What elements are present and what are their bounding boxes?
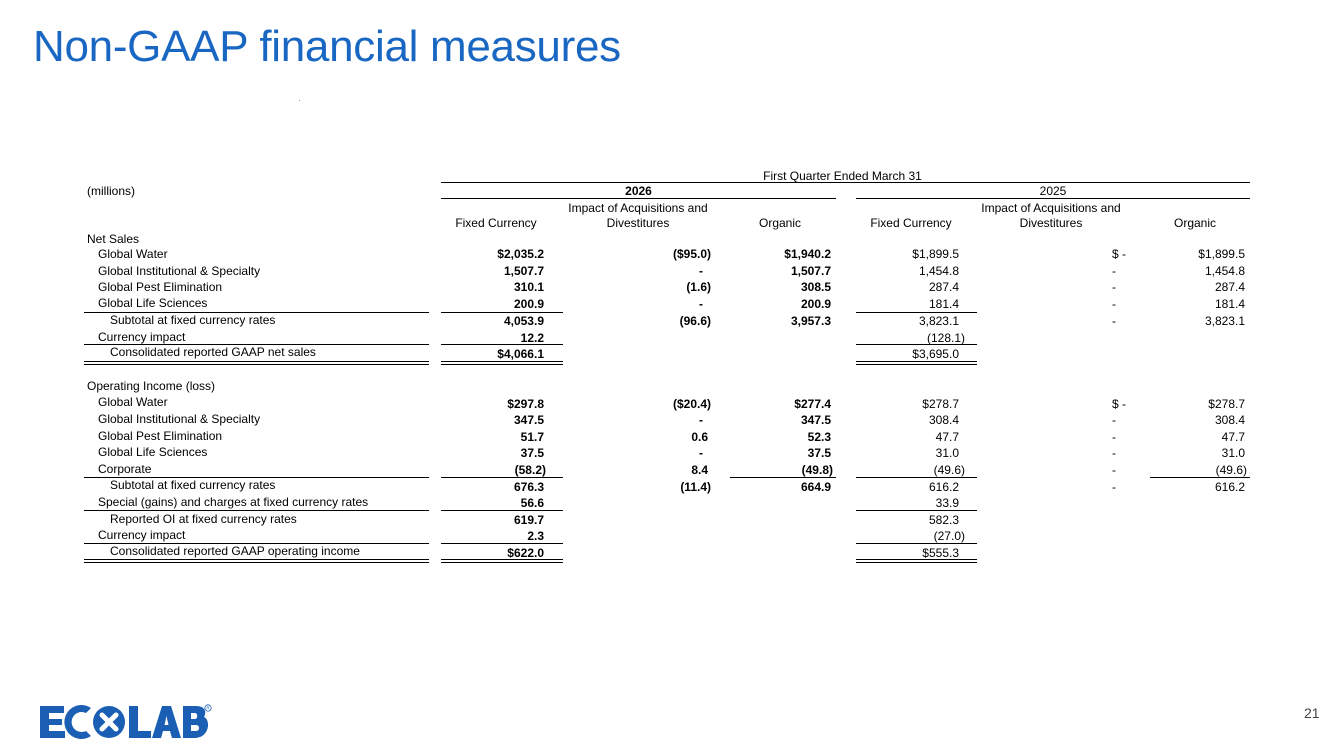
oi-cell: (58.2) (514, 463, 546, 477)
oi-cell: - (699, 413, 703, 427)
page-title: Non-GAAP financial measures (33, 22, 621, 71)
ecolab-logo (40, 704, 212, 745)
ns-cell: $1,940.2 (784, 247, 831, 261)
ecolab-logo-mark (40, 704, 212, 740)
ns-cell: $1,899.5 (912, 247, 959, 261)
col-fixed-2026: Fixed Currency (455, 216, 537, 230)
oi-row-label: Global Life Sciences (98, 445, 208, 459)
oi-cell: 347.5 (513, 413, 544, 427)
ns-cell: $1,899.5 (1198, 247, 1245, 261)
ns-cell: 3,823.1 (918, 314, 959, 328)
col-impact-2026-line1: Impact of Acquisitions and (568, 201, 708, 215)
row-rule (856, 312, 977, 313)
total-double-rule (856, 559, 977, 563)
oi-cell: 2.3 (527, 529, 544, 543)
year-2026-rule (441, 198, 836, 199)
oi-cell: ($20.4) (672, 397, 711, 411)
year-2025-header: 2025 (1039, 184, 1067, 198)
ns-cell: 287.4 (928, 280, 959, 294)
svg-text:R: R (206, 705, 210, 711)
total-double-rule (84, 361, 429, 365)
row-rule (856, 344, 977, 345)
oi-row-label: Reported OI at fixed currency rates (110, 512, 297, 526)
ns-cell: ($95.0) (672, 247, 711, 261)
ns-cell: $ - (1111, 247, 1126, 261)
ns-cell: 308.5 (800, 280, 831, 294)
ns-cell: - (1112, 264, 1116, 278)
ns-row-label: Subtotal at fixed currency rates (110, 313, 276, 327)
ns-cell: - (699, 297, 703, 311)
oi-cell: 308.4 (928, 413, 959, 427)
row-rule (441, 344, 563, 345)
oi-cell: (49.8) (801, 463, 833, 477)
ns-row-label: Consolidated reported GAAP net sales (110, 345, 316, 359)
ns-cell: (128.1) (926, 331, 965, 345)
ns-cell: 1,507.7 (503, 264, 544, 278)
page-number: 21 (1304, 705, 1320, 721)
oi-cell: - (1112, 463, 1116, 477)
row-rule (441, 510, 563, 511)
units-label: (millions) (87, 184, 135, 198)
ns-cell: - (1112, 280, 1116, 294)
oi-cell: 616.2 (928, 480, 959, 494)
year-2025-rule (856, 198, 1250, 199)
col-organic-2026: Organic (758, 216, 802, 230)
oi-row-label: Global Water (98, 395, 168, 409)
header-rule (441, 182, 1250, 183)
oi-cell: 616.2 (1214, 480, 1245, 494)
oi-cell: - (1112, 446, 1116, 460)
oi-cell: 676.3 (513, 480, 544, 494)
ns-cell: - (699, 264, 703, 278)
oi-row-label: Global Institutional & Specialty (98, 412, 261, 426)
op-income-header: Operating Income (loss) (87, 379, 216, 393)
oi-cell: (49.6) (933, 463, 965, 477)
row-rule (1150, 477, 1250, 478)
oi-row-label: Global Pest Elimination (98, 429, 223, 443)
oi-row-label: Currency impact (98, 528, 186, 542)
oi-cell: $277.4 (794, 397, 831, 411)
period-header: First Quarter Ended March 31 (763, 169, 922, 183)
oi-cell: 47.7 (1221, 430, 1245, 444)
oi-cell: $ - (1111, 397, 1126, 411)
ns-cell: - (1112, 297, 1116, 311)
oi-cell: 0.6 (691, 430, 708, 444)
row-rule (856, 477, 977, 478)
row-rule (84, 510, 429, 511)
oi-cell: - (699, 446, 703, 460)
ns-cell: 181.4 (928, 297, 959, 311)
row-rule (730, 477, 836, 478)
total-double-rule (441, 559, 563, 563)
row-rule (856, 510, 977, 511)
ns-cell: 4,053.9 (503, 314, 544, 328)
ns-cell: 3,823.1 (1204, 314, 1245, 328)
row-rule (441, 543, 563, 544)
ns-cell: $4,066.1 (497, 347, 544, 361)
col-organic-2025: Organic (1173, 216, 1217, 230)
oi-cell: 47.7 (935, 430, 959, 444)
oi-cell: 8.4 (691, 463, 708, 477)
row-rule (441, 312, 563, 313)
ns-cell: (96.6) (679, 314, 711, 328)
oi-row-label: Special (gains) and charges at fixed currency rates (98, 495, 369, 509)
oi-cell: (27.0) (933, 529, 965, 543)
ns-cell: 181.4 (1214, 297, 1245, 311)
ns-cell: 287.4 (1214, 280, 1245, 294)
oi-cell: $278.7 (922, 397, 959, 411)
oi-cell: 619.7 (513, 513, 544, 527)
oi-cell: - (1112, 413, 1116, 427)
oi-cell: 31.0 (935, 446, 959, 460)
oi-cell: - (1112, 480, 1116, 494)
ns-cell: 12.2 (520, 331, 544, 345)
oi-row-label: Corporate (98, 462, 152, 476)
oi-cell: 33.9 (935, 496, 959, 510)
ns-cell: 310.1 (513, 280, 544, 294)
ns-row-label: Global Institutional & Specialty (98, 264, 261, 278)
oi-cell: 37.5 (520, 446, 544, 460)
net-sales-header: Net Sales (87, 232, 140, 246)
row-rule (441, 477, 563, 478)
oi-cell: 56.6 (520, 496, 544, 510)
ns-cell: 200.9 (800, 297, 831, 311)
oi-cell: $278.7 (1208, 397, 1245, 411)
oi-cell: $555.3 (922, 546, 959, 560)
oi-cell: 37.5 (807, 446, 831, 460)
oi-cell: $297.8 (507, 397, 544, 411)
ns-row-label: Global Water (98, 247, 168, 261)
ns-row-label: Global Life Sciences (98, 296, 208, 310)
total-double-rule (84, 559, 429, 563)
oi-cell: - (1112, 430, 1116, 444)
oi-cell: $622.0 (507, 546, 544, 560)
total-double-rule (441, 361, 563, 365)
ns-cell: 1,507.7 (790, 264, 831, 278)
oi-cell: 308.4 (1214, 413, 1245, 427)
ns-cell: (1.6) (686, 280, 711, 294)
ns-cell: $2,035.2 (497, 247, 544, 261)
oi-cell: 582.3 (928, 513, 959, 527)
oi-row-label: Consolidated reported GAAP operating income (110, 544, 360, 558)
oi-cell: 347.5 (800, 413, 831, 427)
ns-cell: 200.9 (513, 297, 544, 311)
oi-cell: 31.0 (1221, 446, 1245, 460)
oi-row-label: Subtotal at fixed currency rates (110, 478, 276, 492)
ns-cell: 1,454.8 (918, 264, 959, 278)
row-rule (856, 543, 977, 544)
col-fixed-2025: Fixed Currency (870, 216, 952, 230)
oi-cell: 51.7 (520, 430, 544, 444)
year-2026-header: 2026 (625, 184, 652, 198)
col-impact-2025-line1: Impact of Acquisitions and (981, 201, 1121, 215)
oi-cell: (11.4) (680, 480, 711, 494)
ns-cell: - (1112, 314, 1116, 328)
oi-cell: 52.3 (807, 430, 831, 444)
ns-cell: 1,454.8 (1204, 264, 1245, 278)
ns-cell: 3,957.3 (790, 314, 831, 328)
oi-cell: 664.9 (800, 480, 831, 494)
oi-cell: (49.6) (1215, 463, 1247, 477)
col-impact-2026-line2: Divestitures (606, 216, 670, 230)
total-double-rule (856, 361, 977, 365)
col-impact-2025-line2: Divestitures (1019, 216, 1083, 230)
ns-cell: $3,695.0 (912, 347, 959, 361)
ns-row-label: Global Pest Elimination (98, 280, 223, 294)
ns-row-label: Currency impact (98, 330, 186, 344)
